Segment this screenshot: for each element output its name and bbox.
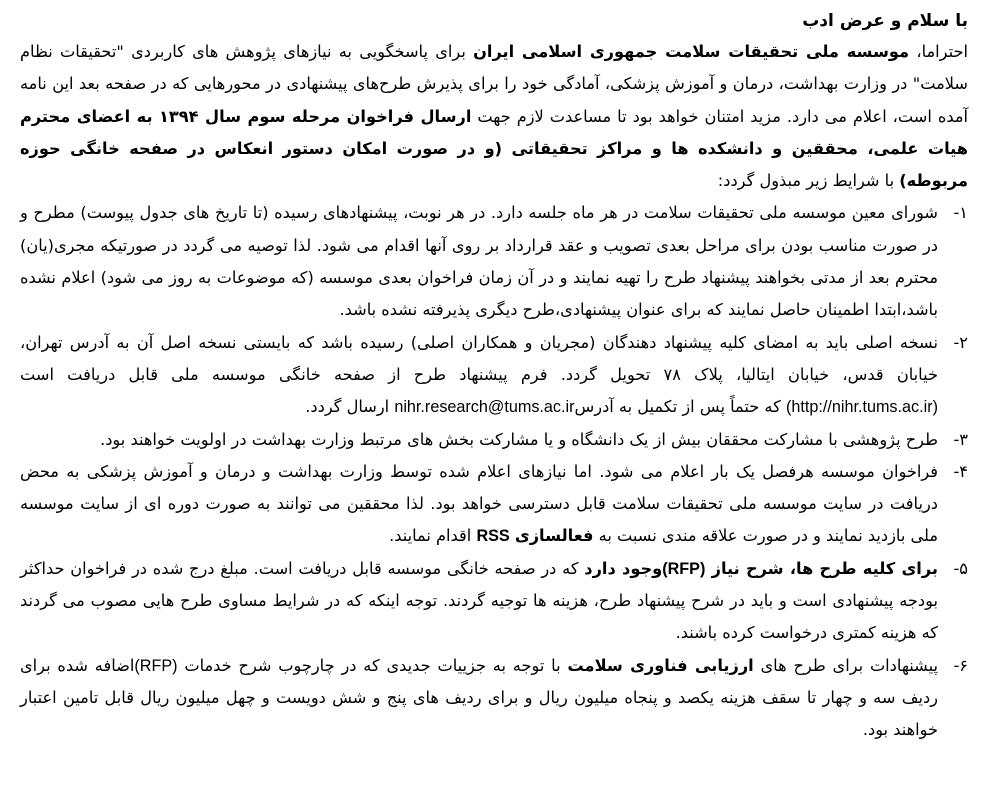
rfp-label: (RFP) <box>662 559 706 578</box>
item-text: شورای معین موسسه ملی تحقیقات سلامت در هر ماه جلسه دارد. در هر نوبت، پیشنهادهای رسیده (تا تاریخ های جدول پیوست) مطرح و در صورت مناسب بودن برای مراحل بعدی تصویب و عقد قرارداد بر روی آنها اقدام می شود. لذا توصیه می گردد در صورتیکه مجری(یان) محترم بعد از مدتی بخواهند پیشنهاد طرح را تهیه نمایند و در آن زمان فراخوان بعدی موسسه (که موضوعات به روز می شود) اعلام نشده باشد،ابتدا اطمینان حاصل نمایند که برای عنوان پیشنهادی،طرح دیگری پذیرفته نشده باشد. <box>20 203 938 320</box>
list-item <box>20 456 968 553</box>
list-item <box>20 650 968 747</box>
list-item <box>20 424 968 456</box>
item-text: فراخوان موسسه هرفصل یک بار اعلام می شود. اما نیازهای اعلام شده توسط وزارت بهداشت و درمان و آموزش پزشکی به محض دریافت در سایت موسسه ملی تحقیقات سلامت قابل دسترسی خواهد بود. لذا محققین می توانند به صورت دوره ای از سایت موسسه ملی بازدید نمایند و در صورت علاقه مندی نسبت به <box>20 461 938 546</box>
greeting-heading: با سلام و عرض ادب <box>802 11 968 31</box>
item-text: ارسال گردد. <box>305 397 395 417</box>
intro-call-bold: ارسال فراخوان مرحله سوم سال ۱۳۹۴ به اعضای محترم هیات علمی، محققین و دانشکده ها و مراکز تحقیقاتی (و در صورت امکان دستور انعکاس در صفحه خانگی حوزه مربوطه) <box>20 106 968 191</box>
intro-text-3: با شرایط زیر مبذول گردد: <box>717 171 900 191</box>
item-text: اضافه شده برای ردیف سه و چهار تا سقف هزینه یکصد و پنجاه میلیون ریال و برای ردیف های پنج و شش دویست و چهل میلیون ریال قابل تامین اعتبار خواهند بود. <box>20 655 938 740</box>
conditions-list <box>20 197 968 746</box>
rss-label: RSS <box>476 527 510 546</box>
item-bold-text: فعالسازی <box>514 526 594 546</box>
item-text: با توجه به جزییات جدیدی که در چارچوب شرح خدمات <box>177 655 568 675</box>
item-number: ۵- <box>953 558 968 578</box>
item-text: اقدام نمایند. <box>389 526 477 546</box>
item-text: پیشنهادات برای طرح های <box>753 655 939 675</box>
item-number: ۴- <box>953 461 968 481</box>
item-number: ۲- <box>953 332 968 352</box>
item-number: ۳- <box>953 429 968 449</box>
item-text: که در صفحه خانگی موسسه قابل دریافت است. مبلغ درج شده در فراخوان حداکثر بودجه پیشنهادی است و باید در شرح پیشنهاد طرح، هزینه ها توجیه گردند. توجه اینکه که در شرایط مساوی طرح هایی مصوب می گردند که هزینه کمتری درخواست کرده باشند. <box>20 558 938 643</box>
intro-paragraph <box>20 36 968 197</box>
item-text: نسخه اصلی باید به امضای کلیه پیشنهاد دهندگان (مجریان و همکاران اصلی) رسیده باشد که بایستی نسخه اصل آن به آدرس تهران، خیابان قدس، خیابان ایتالیا، پلاک ۷۸ تحویل گردد. فرم پیشنهاد طرح از صفحه خانگی موسسه ملی قابل دریافت است <box>20 332 938 384</box>
intro-text-1: احتراما، <box>909 42 969 61</box>
item-bold-text: وجود دارد <box>584 558 663 578</box>
item-number: ۶- <box>953 655 968 675</box>
item-bold-text: برای کلیه طرح ها، شرح نیاز <box>705 558 939 578</box>
list-item <box>20 197 968 326</box>
item-text: که حتماً پس از تکمیل به آدرس <box>574 397 786 417</box>
email-link[interactable]: nihr.research@tums.ac.ir <box>394 398 575 417</box>
intro-text-2: برای پاسخگویی به نیازهای پژوهش های کاربردی "تحقیقات نظام سلامت" در وزارت بهداشت، درمان و آموزش پزشکی، آمادگی خود را برای پذیرش طرح‌های پیشنهادی در محورهایی که در صفحه بعد این نامه آمده است، اعلام می دارد. مزید امتنان خواهد بود تا مساعدت لازم جهت <box>20 42 968 126</box>
intro-org-name: موسسه ملی تحقیقات سلامت جمهوری اسلامی ایران <box>473 42 910 61</box>
item-number: ۱- <box>953 203 968 223</box>
website-link[interactable]: (http://nihr.tums.ac.ir) <box>785 398 938 417</box>
list-item <box>20 327 968 424</box>
rfp-label: (RFP) <box>134 656 178 675</box>
item-bold-text: ارزیابی فناوری سلامت <box>567 655 754 675</box>
item-text: طرح پژوهشی با مشارکت محققان بیش از یک دانشگاه و یا مشارکت بخش های مرتبط وزارت بهداشت در اولویت خواهند بود. <box>100 429 938 449</box>
list-item <box>20 553 968 650</box>
